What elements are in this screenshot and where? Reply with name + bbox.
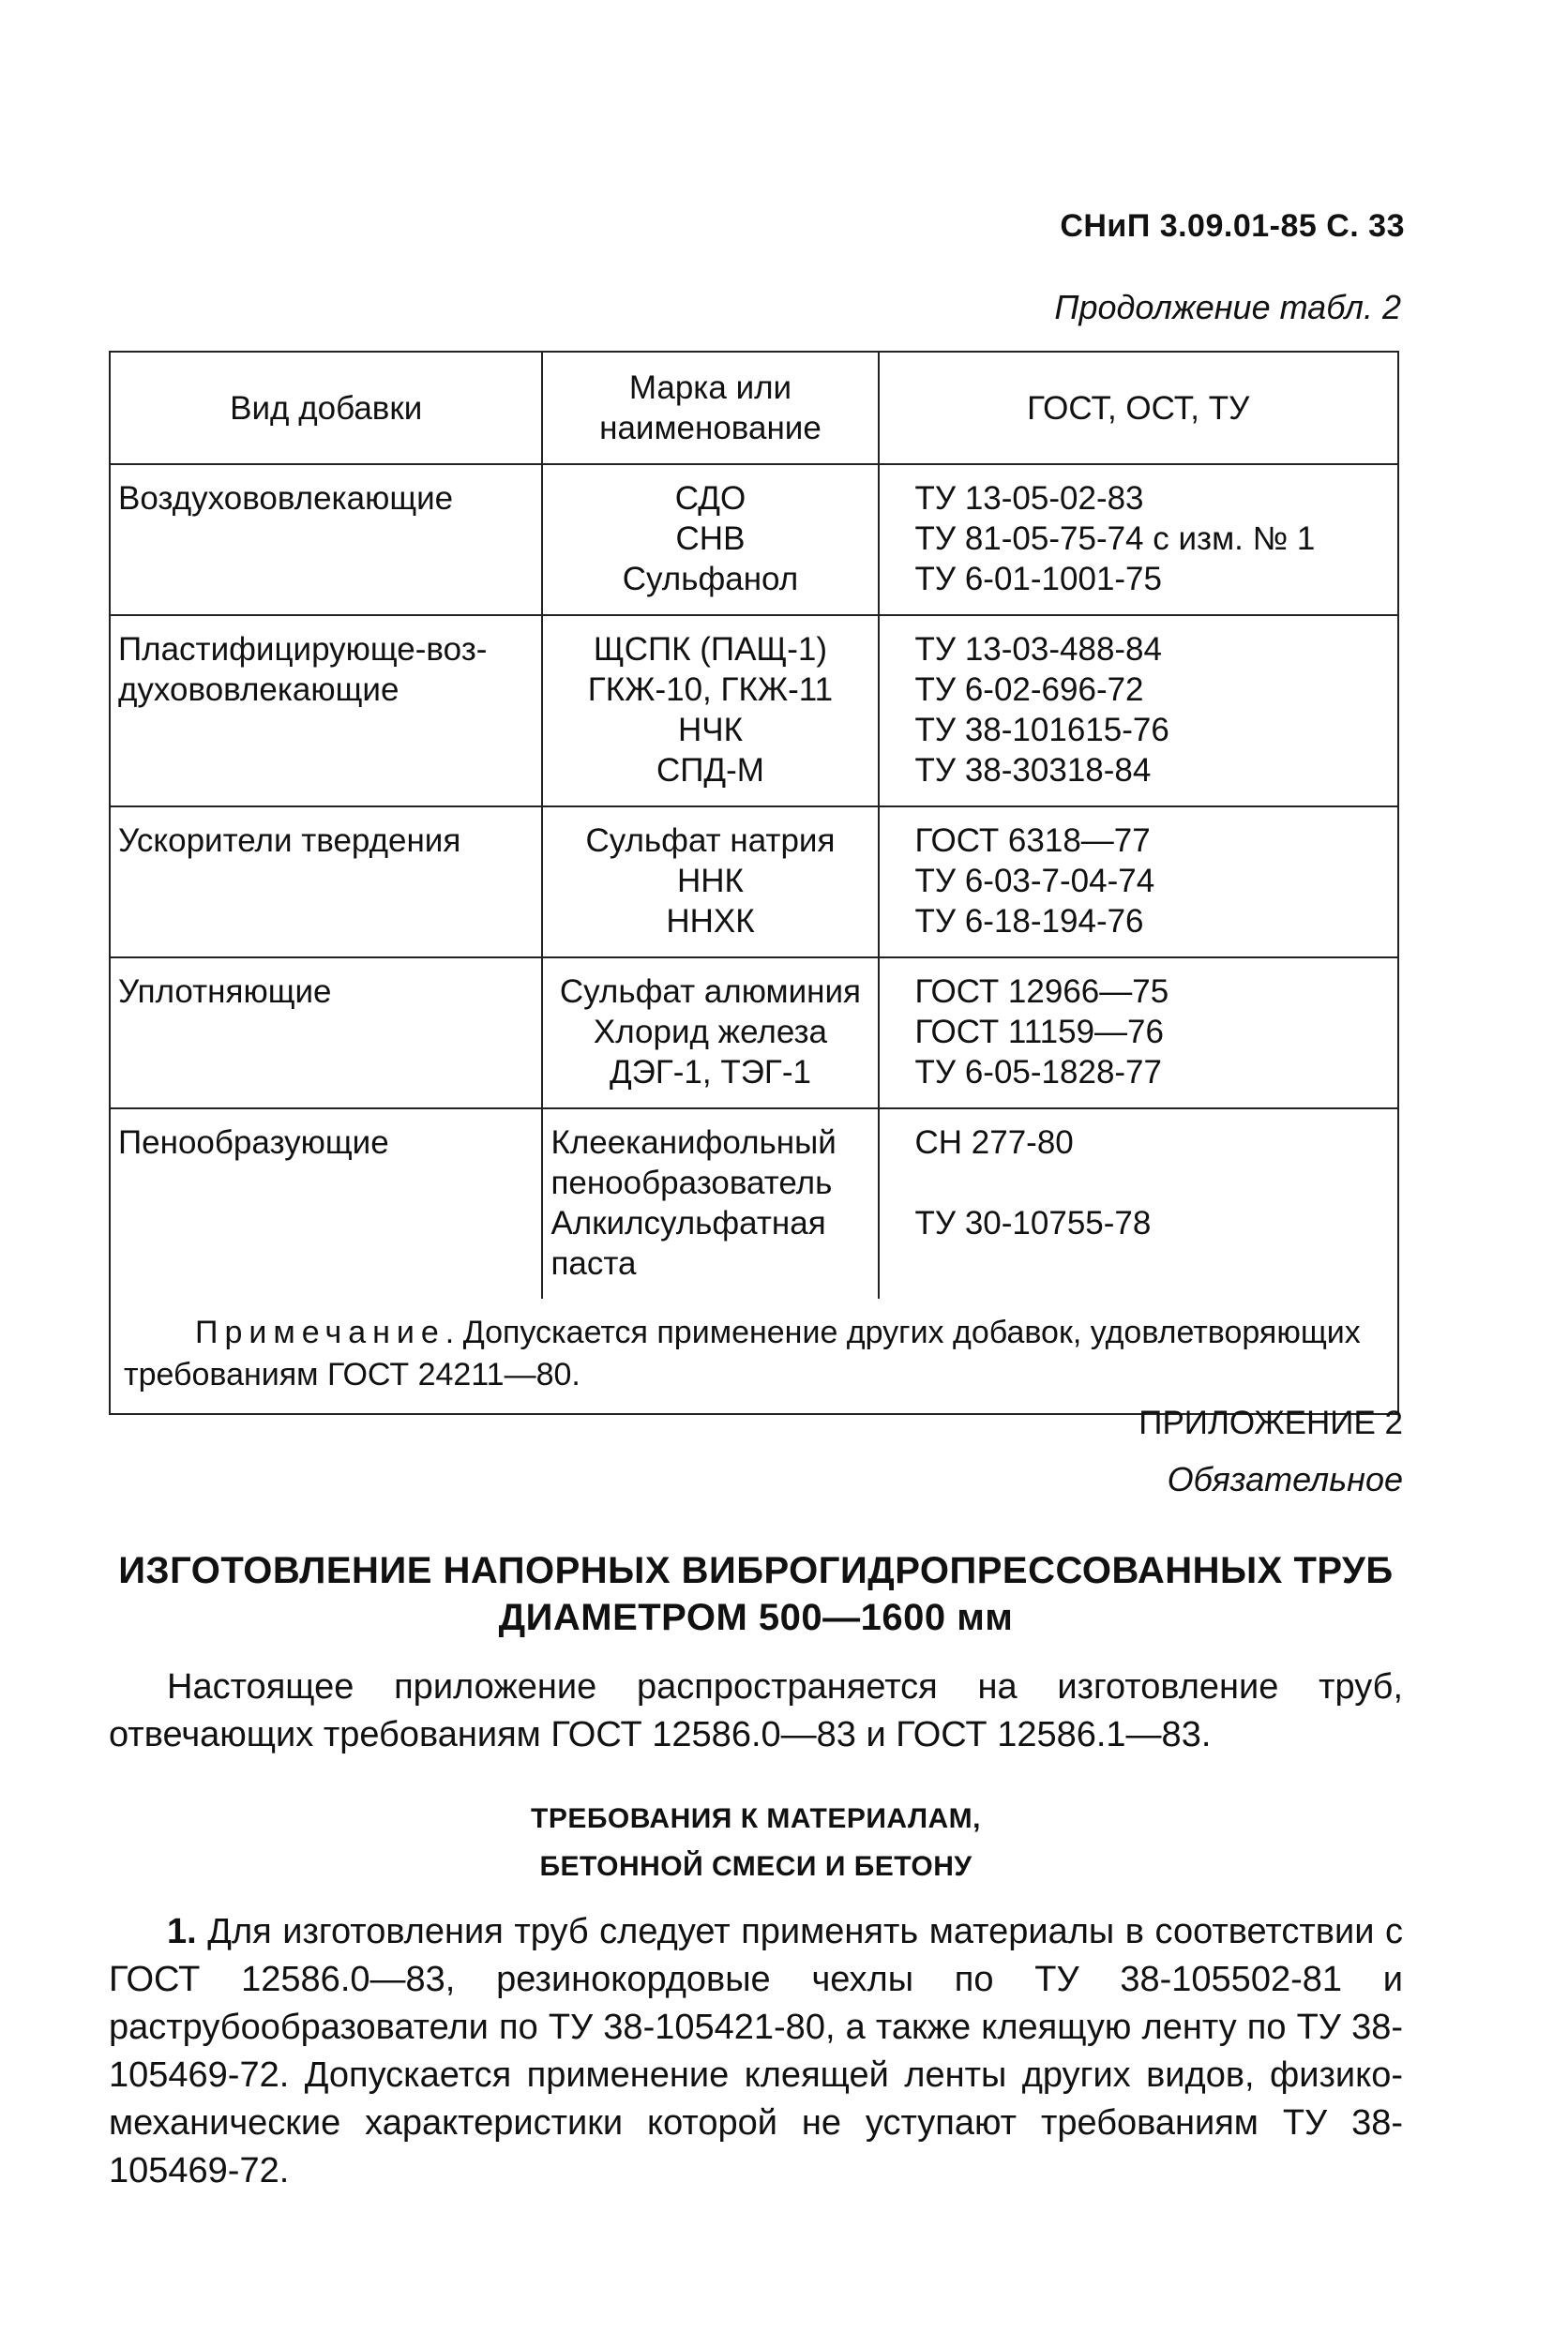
column-header-brand [542, 352, 878, 464]
standard-code: ТУ 6-18-194-76 [914, 903, 1144, 940]
standard-code: ТУ 6-05-1828-77 [914, 1054, 1162, 1091]
standard-code: ТУ 30-10755-78 [914, 1205, 1152, 1242]
standard-code: ГОСТ 12966—75 [914, 973, 1169, 1010]
standard-code: ТУ 6-02-696-72 [914, 671, 1144, 708]
section-heading-line: БЕТОННОЙ СМЕСИ И БЕТОНУ [539, 1851, 972, 1882]
paragraph-text: Для изготовления труб следует применять материалы в соответствии с ГОСТ 12586.0—83, резинокордовые чехлы по ТУ 38-105502-81 и раструбообразователи по ТУ 38-105421-80, а также клеящую ленту по ТУ 38-105469-72. Допускается применение клеящей ленты других видов, физико-механические характеристики которой не уступают требованиям ТУ 38-105469-72. [109, 1912, 1403, 2190]
column-header-standard: ГОСТ, ОСТ, ТУ [879, 352, 1399, 464]
appendix-type: Обязательное [1167, 1460, 1403, 1498]
brand-name: ЩСПК (ПАЩ-1) [593, 631, 828, 668]
column-header-type: Вид добавки [110, 352, 542, 464]
brand-name: Клееканифольный [550, 1124, 837, 1161]
additive-type: Ускорители твердения [118, 822, 461, 859]
note-label: Примечание [195, 1315, 445, 1350]
standard-code: ТУ 13-03-488-84 [914, 631, 1162, 668]
brand-cell [542, 806, 878, 957]
table-row [110, 464, 1398, 615]
standard-code: ТУ 38-30318-84 [914, 752, 1152, 789]
standard-cell [879, 957, 1399, 1108]
additive-type-cell [110, 615, 542, 806]
brand-name: Алкилсульфатная [550, 1205, 826, 1242]
additive-type-cell [110, 806, 542, 957]
brand-name: СНВ [675, 520, 746, 557]
note-text: . Допускается применение других добавок, удовлетворяющих требованиям ГОСТ 24211—80. [124, 1315, 1361, 1392]
appendix-title-line: ДИАМЕТРОМ 500—1600 мм [498, 1597, 1014, 1638]
section-heading-line: ТРЕБОВАНИЯ К МАТЕРИАЛАМ, [531, 1803, 981, 1834]
table-row [110, 806, 1398, 957]
standard-code: ГОСТ 11159—76 [914, 1014, 1164, 1050]
standard-code: ТУ 13-05-02-83 [914, 480, 1144, 517]
standard-cell [879, 615, 1399, 806]
appendix-title-line: ИЗГОТОВЛЕНИЕ НАПОРНЫХ ВИБРОГИДРОПРЕССОВАННЫХ ТРУБ [118, 1550, 1394, 1591]
additive-type-cell [110, 464, 542, 615]
standard-code: ТУ 6-03-7-04-74 [914, 863, 1155, 899]
table-row [110, 1108, 1398, 1299]
table-row [110, 957, 1398, 1108]
table-note-row [110, 1299, 1398, 1414]
additive-type-cell [110, 957, 542, 1108]
additives-table [109, 351, 1399, 1415]
standard-cell [879, 1108, 1399, 1299]
appendix-label: ПРИЛОЖЕНИЕ 2 [1138, 1405, 1403, 1441]
standard-code: ТУ 81-05-75-74 с изм. № 1 [914, 520, 1316, 557]
standard-code: ТУ 6-01-1001-75 [914, 561, 1162, 597]
standard-cell [879, 464, 1399, 615]
brand-name: ННХК [666, 903, 755, 940]
brand-name: Хлорид железа [593, 1014, 828, 1050]
standard-cell [879, 806, 1399, 957]
additive-type: Воздухововлекающие [118, 480, 454, 517]
table-header-row [110, 352, 1398, 464]
brand-name: Сульфат натрия [585, 822, 836, 859]
paragraph-number: 1. [167, 1912, 197, 1951]
spacer [915, 1163, 1391, 1203]
brand-name: ГКЖ-10, ГКЖ-11 [587, 671, 834, 708]
additive-type: Пенообразующие [118, 1124, 389, 1161]
brand-cell [542, 615, 878, 806]
brand-name: НЧК [677, 712, 743, 748]
brand-name: Сульфат алюминия [559, 973, 862, 1010]
brand-cell [542, 464, 878, 615]
brand-name: СДО [674, 480, 746, 517]
standard-code: ТУ 38-101615-76 [914, 712, 1169, 748]
brand-name: Сульфанол [622, 561, 799, 597]
document-reference: СНиП 3.09.01-85 С. 33 [1060, 208, 1405, 244]
paragraph-1 [109, 1908, 1403, 2195]
additive-type-cell [110, 1108, 542, 1299]
section-heading [109, 1795, 1403, 1890]
table-continuation-caption: Продолжение табл. 2 [1054, 288, 1401, 326]
appendix-title [109, 1547, 1403, 1641]
additive-type: Пластифицирующе-воз- [118, 631, 488, 668]
standard-code: ГОСТ 6318—77 [914, 822, 1151, 859]
column-header-brand-text: Марка или наименование [599, 369, 822, 446]
brand-name: ДЭГ-1, ТЭГ-1 [609, 1054, 811, 1091]
intro-paragraph: Настоящее приложение распространяется на изготовление труб, отвечающих требованиям ГОСТ 12586.0—83 и ГОСТ 12586.1—83. [109, 1667, 1403, 1754]
brand-cell [542, 1108, 878, 1299]
brand-name: СПД-М [656, 752, 764, 789]
brand-name: ННК [676, 863, 744, 899]
table-note [110, 1299, 1398, 1414]
table-row [110, 615, 1398, 806]
brand-name: паста [550, 1245, 637, 1282]
additive-type: духововлекающие [118, 671, 400, 708]
brand-name: пенообразователь [550, 1165, 833, 1201]
additive-type: Уплотняющие [118, 973, 332, 1010]
standard-code: СН 277-80 [914, 1124, 1074, 1161]
brand-cell [542, 957, 878, 1108]
